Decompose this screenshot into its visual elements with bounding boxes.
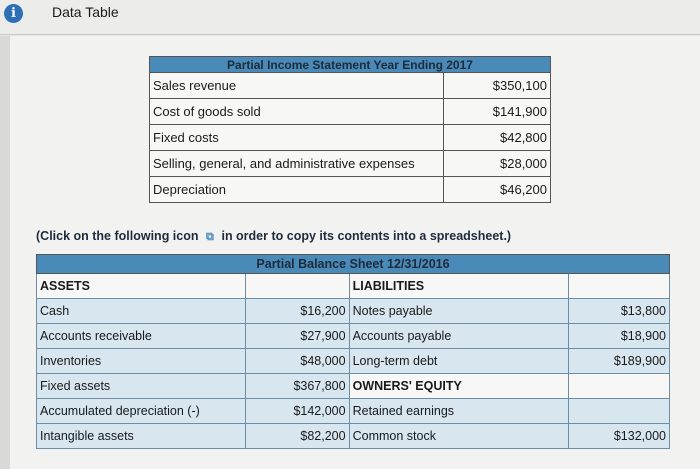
balance-sheet-table — [36, 254, 670, 449]
assets-value-header — [245, 274, 349, 299]
assets-header: ASSETS — [37, 274, 246, 299]
copy-spreadsheet-icon[interactable]: ⧉ — [206, 231, 214, 243]
income-value: $28,000 — [444, 151, 551, 177]
income-label: Sales revenue — [150, 73, 444, 99]
table-row — [150, 99, 551, 125]
liability-value: $189,900 — [569, 349, 670, 374]
liability-label: Common stock — [349, 424, 568, 449]
table-row — [37, 324, 670, 349]
liability-label: Retained earnings — [349, 399, 568, 424]
liability-value — [569, 374, 670, 399]
liabilities-header: LIABILITIES — [349, 274, 568, 299]
table-row — [37, 349, 670, 374]
table-row — [150, 151, 551, 177]
copy-instruction-before: (Click on the following icon — [36, 229, 199, 243]
title-bar — [0, 0, 700, 35]
income-label: Depreciation — [150, 177, 444, 203]
income-statement-title: Partial Income Statement Year Ending 2017 — [150, 57, 551, 73]
window-title: Data Table — [52, 4, 119, 20]
table-row — [37, 399, 670, 424]
copy-instruction — [36, 229, 511, 244]
asset-value: $142,000 — [245, 399, 349, 424]
asset-value: $16,200 — [245, 299, 349, 324]
balance-sheet-title: Partial Balance Sheet 12/31/2016 — [37, 255, 670, 274]
table-row — [150, 73, 551, 99]
asset-value: $367,800 — [245, 374, 349, 399]
asset-value: $27,900 — [245, 324, 349, 349]
income-value: $42,800 — [444, 125, 551, 151]
asset-value: $48,000 — [245, 349, 349, 374]
liabilities-value-header — [569, 274, 670, 299]
asset-label: Accounts receivable — [37, 324, 246, 349]
asset-label: Accumulated depreciation (-) — [37, 399, 246, 424]
table-row — [37, 374, 670, 399]
income-label: Selling, general, and administrative expenses — [150, 151, 444, 177]
info-icon: i — [4, 4, 23, 23]
liability-value — [569, 399, 670, 424]
left-edge — [0, 36, 10, 469]
table-row — [150, 125, 551, 151]
income-value: $46,200 — [444, 177, 551, 203]
liability-label: Long-term debt — [349, 349, 568, 374]
asset-value: $82,200 — [245, 424, 349, 449]
liability-value: $18,900 — [569, 324, 670, 349]
income-label: Fixed costs — [150, 125, 444, 151]
income-value: $141,900 — [444, 99, 551, 125]
income-value: $350,100 — [444, 73, 551, 99]
table-row — [150, 177, 551, 203]
liability-label: Accounts payable — [349, 324, 568, 349]
asset-label: Intangible assets — [37, 424, 246, 449]
liability-label: Notes payable — [349, 299, 568, 324]
copy-instruction-after: in order to copy its contents into a spreadsheet.) — [221, 229, 512, 243]
asset-label: Cash — [37, 299, 246, 324]
asset-label: Fixed assets — [37, 374, 246, 399]
owners-equity-header: OWNERS' EQUITY — [349, 374, 568, 399]
income-label: Cost of goods sold — [150, 99, 444, 125]
income-statement-table — [149, 56, 551, 203]
liability-value: $132,000 — [569, 424, 670, 449]
liability-value: $13,800 — [569, 299, 670, 324]
asset-label: Inventories — [37, 349, 246, 374]
table-row — [37, 299, 670, 324]
table-row — [37, 424, 670, 449]
balance-header-row — [37, 274, 670, 299]
